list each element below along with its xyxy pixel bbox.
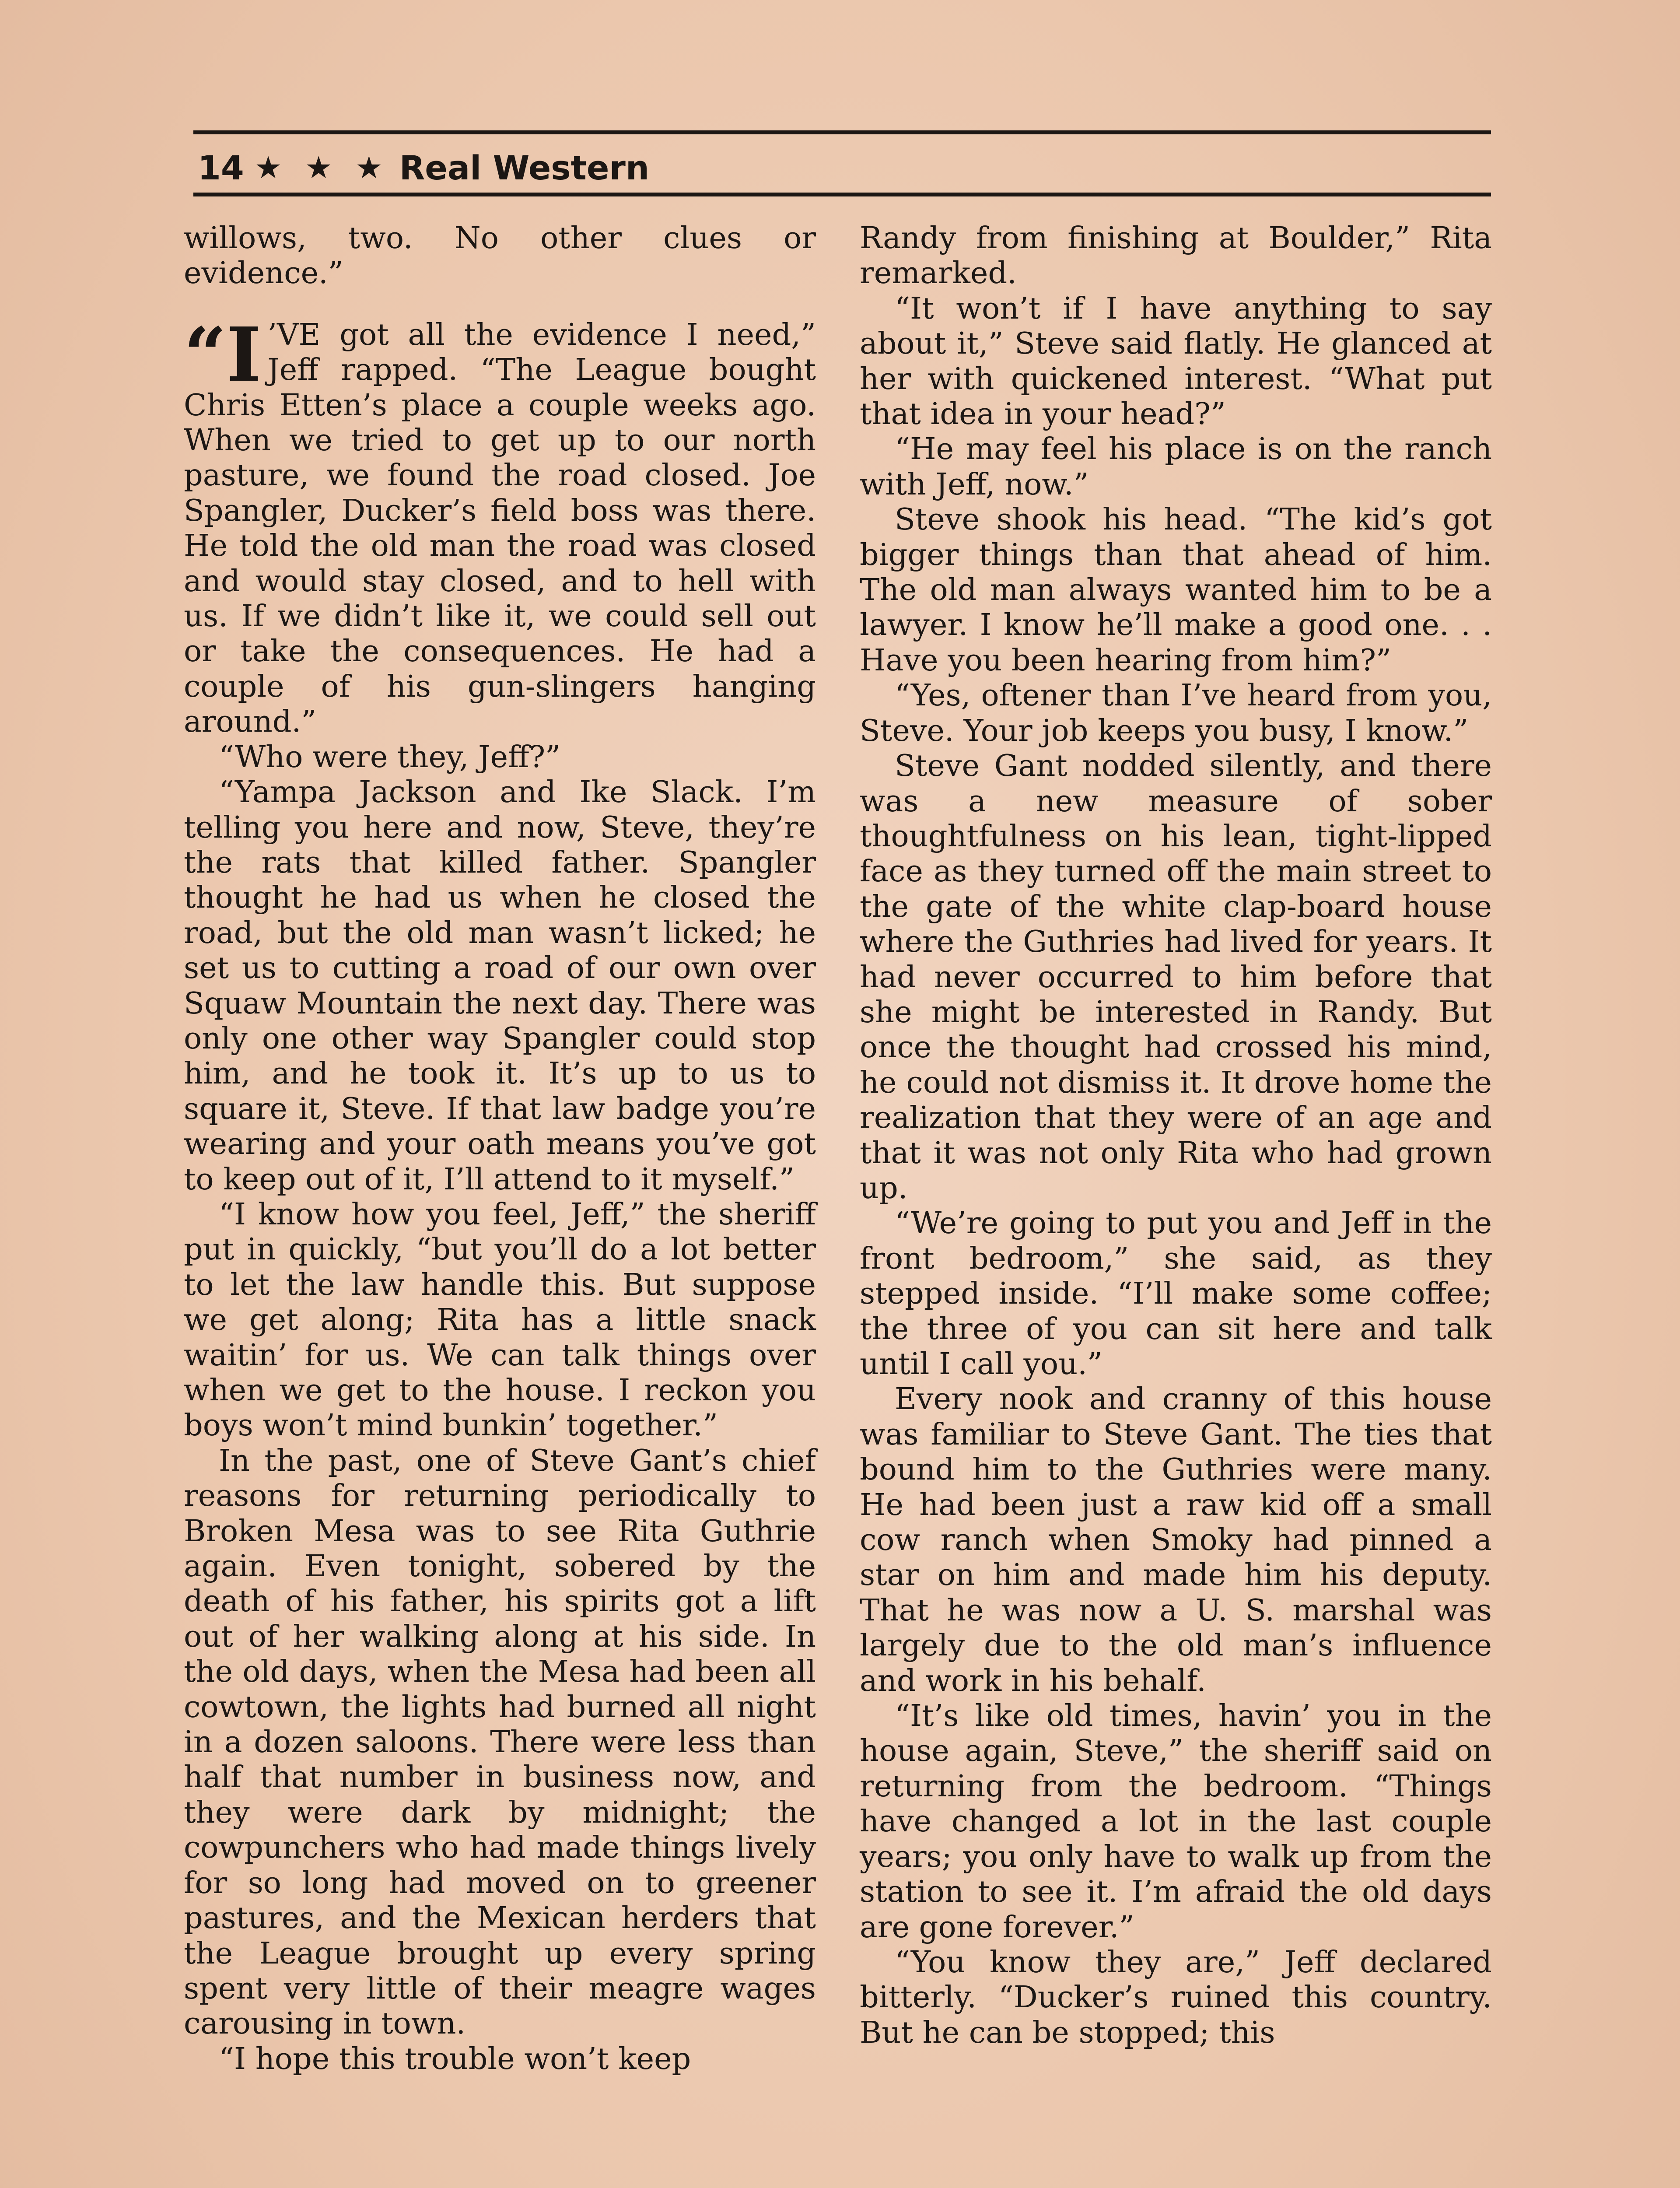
paragraph: In the past, one of Steve Gant’s chief reasons for returning periodically to Broken Mesa was to see Rita Guthrie again. Even tonight, sobered by the death of his father, his spirits got a lift out of her walking along at his side. In the old days, when the Mesa had been all cowtown, the lights had burned all night in a dozen saloons. There were less than half that number in business now, and they were dark by midnight; the cowpunchers who had made things lively for so long had moved on to greener pastures, and the Mexican herders that the League brought up every spring spent very little of their meagre wages carousing in town. <box>184 1443 816 2041</box>
paragraph: Randy from finishing at Boulder,” Rita remarked. <box>860 221 1492 291</box>
paragraph: “He may feel his place is on the ranch with Jeff, now.” <box>860 432 1492 502</box>
paragraph: “I know how you feel, Jeff,” the sheriff put in quickly, “but you’ll do a lot better to let the law handle this. But suppose we get along; Rita has a little snack waitin’ for us. We can talk things over when we get to the house. I reckon you boys won’t mind bunkin’ together.” <box>184 1197 816 1443</box>
paragraph: “Yes, oftener than I’ve heard from you, Steve. Your job keeps you busy, I know.” <box>860 678 1492 748</box>
paragraph: “I hope this trouble won’t keep <box>219 2041 691 2076</box>
left-column <box>184 221 816 2077</box>
right-column <box>860 221 1492 2051</box>
paragraph: willows, two. No other clues or evidence.” <box>184 221 816 291</box>
page-number: 14 <box>198 148 244 187</box>
paragraph-dropcap <box>184 311 816 740</box>
magazine-title: Real Western <box>399 148 650 187</box>
paragraph: Steve Gant nodded silently, and there was a new measure of sober thoughtfulness on his lean, tight-lipped face as they turned off the main street to the gate of the white clap-board house where the Guthries had lived for years. It had never occurred to him before that she might be interested in Randy. But once the thought had crossed his mind, he could not dismiss it. It drove home the realization that they were of an age and that it was not only Rita who had grown up. <box>860 749 1492 1206</box>
header-top-rule <box>193 130 1491 134</box>
paragraph: “It won’t if I have anything to say about it,” Steve said flatly. He glanced at her with quickened interest. “What put that idea in your head?” <box>860 291 1492 432</box>
paragraph: “We’re going to put you and Jeff in the front bedroom,” she said, as they stepped inside. “I’ll make some coffee; the three of you can sit here and talk until I call you.” <box>860 1206 1492 1382</box>
drop-cap: “I <box>184 311 262 399</box>
header-bottom-rule <box>193 193 1491 196</box>
paragraph: “Yampa Jackson and Ike Slack. I’m telling you here and now, Steve, they’re the rats that killed father. Spangler thought he had us when he closed the road, but the old man wasn’t licked; he set us to cutting a road of our own over Squaw Mountain the next day. There was only one other way Spangler could stop him, and he took it. It’s up to us to square it, Steve. If that law badge you’re wearing and your oath means you’ve got to keep out of it, I’ll attend to it myself.” <box>184 775 816 1197</box>
page-header <box>198 144 649 191</box>
paragraph: Every nook and cranny of this house was familiar to Steve Gant. The ties that bound him to the Guthries were many. He had been just a raw kid off a small cow ranch when Smoky had pinned a star on him and made him his deputy. That he was now a U. S. marshal was largely due to the old man’s influence and work in his behalf. <box>860 1382 1492 1698</box>
paragraph-text: ’VE got all the evidence I need,” Jeff rapped. “The League bought Chris Etten’s place a couple weeks ago. When we tried to get up to our north pasture, we found the road closed. Joe Spangler, Ducker’s field boss was there. He told the old man the road was closed and would stay closed, and to hell with us. If we didn’t like it, we could sell out or take the consequences. He had a couple of his gun-slingers hanging around.” <box>184 317 816 740</box>
paragraph: “It’s like old times, havin’ you in the house again, Steve,” the sheriff said on returning from the bedroom. “Things have changed a lot in the last couple years; you only have to walk up from the station to see it. I’m afraid the old days are gone forever.” <box>860 1699 1492 1945</box>
star-icons: ★ ★ ★ <box>254 150 389 186</box>
paragraph: Steve shook his head. “The kid’s got bigger things than that ahead of him. The old man always wanted him to be a lawyer. I know he’ll make a good one. . . Have you been hearing from him?” <box>860 502 1492 678</box>
paragraph: “Who were they, Jeff?” <box>219 740 561 775</box>
paragraph: “You know they are,” Jeff declared bitterly. “Ducker’s ruined this country. But he can be stopped; this <box>860 1945 1492 2050</box>
